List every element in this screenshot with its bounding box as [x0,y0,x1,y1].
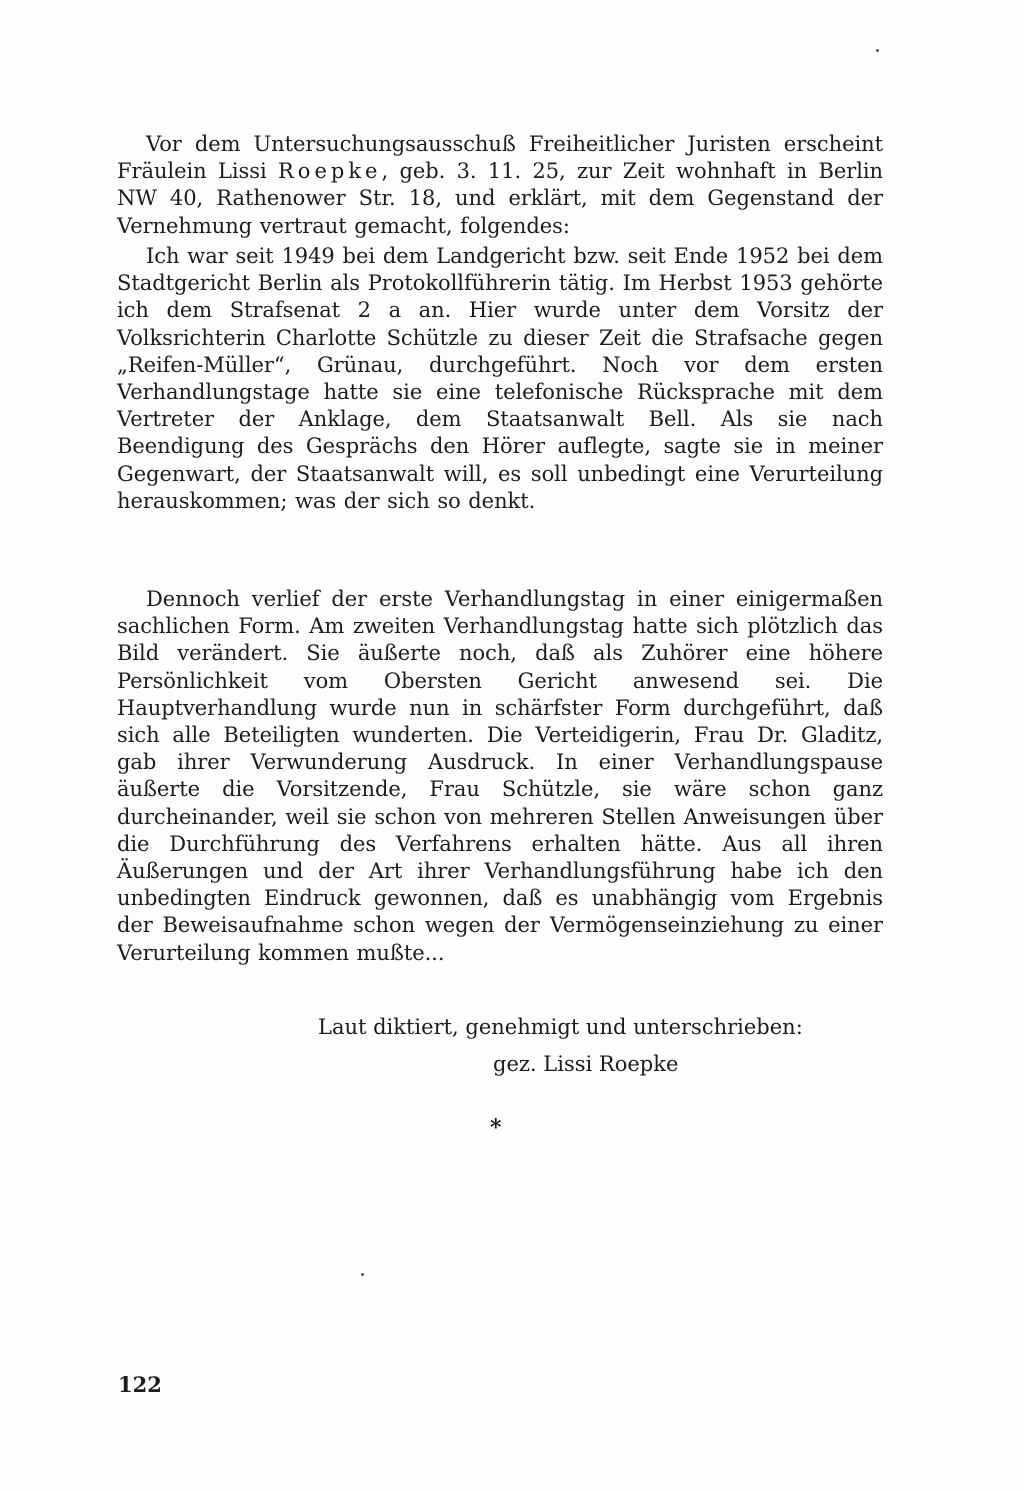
testimony-paragraph-2 [117,586,883,967]
testimony-paragraph-1-text: Ich war seit 1949 bei dem Landgericht bzw. seit Ende 1952 bei dem Stadtgericht Berlin als Protokollführerin tätig. Im Herbst 1953 gehörte ich dem Strafsenat 2 a an. Hier wurde unter dem Vorsitz der Volksrichterin Charlotte Schützle zu dieser Zeit die Strafsache gegen „Reifen-Müller“, Grünau, durchgeführt. Noch vor dem ersten Verhandlungstage hatte sie eine telefonische Rücksprache mit dem Vertreter der Anklage, dem Staatsanwalt Bell. Als sie nach Beendigung des Gesprächs den Hörer auflegte, sagte sie in meiner Gegenwart, der Staatsanwalt will, es soll unbedingt eine Verurteilung herauskommen; was der sich so denkt. [117,244,883,513]
testimony-paragraph-1 [117,243,883,515]
testimony-paragraph-2-text: Dennoch verlief der erste Verhandlungstag in einer einigermaßen sachlichen Form. Am zweiten Verhandlungstag hatte sich plötzlich das Bild verändert. Sie äußerte noch, daß als Zuhörer eine höhere Persönlichkeit vom Obersten Gericht anwesend sei. Die Hauptverhandlung wurde nun in schärfster Form durchgeführt, daß sich alle Beteiligten wunderten. Die Verteidigerin, Frau Dr. Gladitz, gab ihrer Verwunderung Ausdruck. In einer Verhandlungspause äußerte die Vorsitzende, Frau Schützle, sie wäre schon ganz durcheinander, weil sie schon von mehreren Stellen Anweisungen über die Durchführung des Verfahrens erhalten hätte. Aus all ihren Äußerungen und der Art ihrer Verhandlungsführung habe ich den unbedingten Eindruck gewonnen, daß es unabhängig vom Ergebnis der Beweisaufnahme schon wegen der Vermögenseinziehung zu einer Verurteilung kommen mußte... [117,587,883,965]
statement-intro-paragraph [117,131,883,240]
page-number: 122 [118,1372,162,1397]
intro-text-before-name: Vor dem Untersuchungsausschuß Freiheitlicher Juristen erscheint Fräulein Lissi [117,132,883,184]
section-separator: * [490,1115,502,1141]
intro-text-after-name: , geb. 3. 11. 25, zur Zeit wohnhaft in Berlin NW 40, Rathenower Str. 18, und erklärt, mit dem Gegenstand der Vernehmung vertraut gemacht, folgendes: [117,159,883,238]
scan-speck [876,49,879,52]
signature-line: gez. Lissi Roepke [493,1052,679,1076]
scan-speck [361,1273,364,1276]
witness-name-spaced: Roepke [278,159,382,184]
closing-line: Laut diktiert, genehmigt und unterschrieben: [318,1015,803,1039]
